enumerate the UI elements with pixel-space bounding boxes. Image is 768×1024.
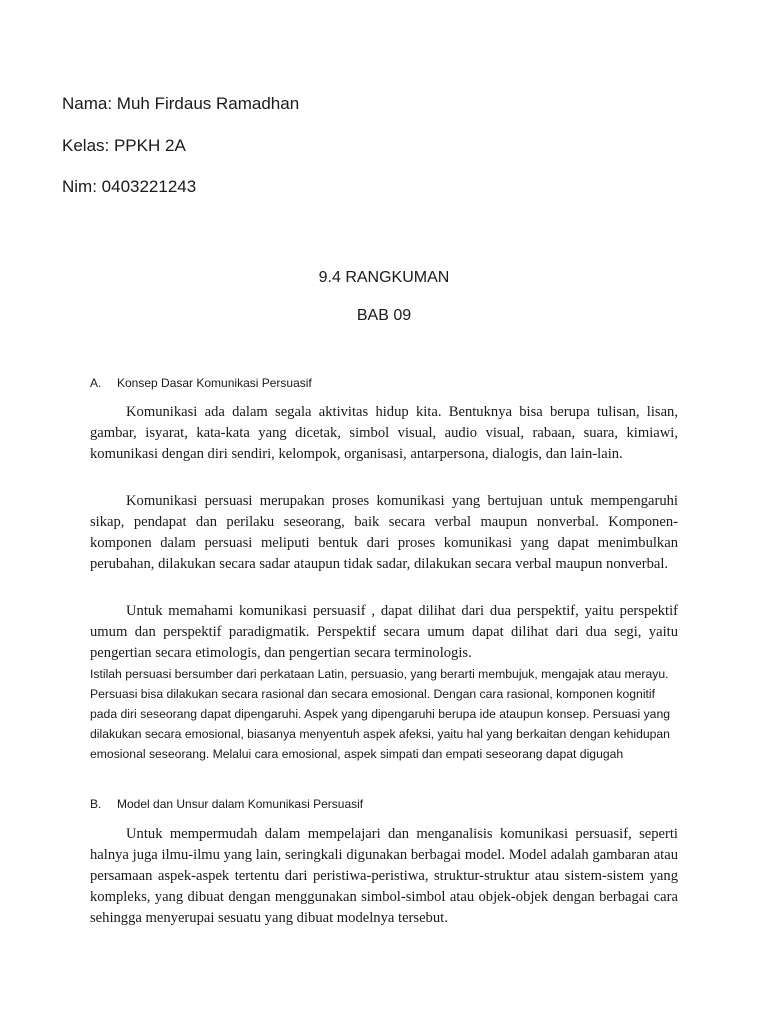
section-a-title: Konsep Dasar Komunikasi Persuasif: [117, 376, 312, 390]
paragraph: Komunikasi persuasi merupakan proses komunikasi yang bertujuan untuk mempengaruhi sikap, pendapat dan perilaku seseorang, baik secara verbal maupun nonverbal. Komponen-komponen dalam persuasi meliputi bentuk dari proses komunikasi yang dapat menimbulkan perubahan, dilakukan secara sadar ataupun tidak sadar, dilakukan secara verbal maupun nonverbal.: [90, 493, 678, 572]
paragraph: Untuk memahami komunikasi persuasif , dapat dilihat dari dua perspektif, yaitu perspektif umum dan perspektif paradigmatik. Perspektif secara umum dapat dilihat dari dua segi, yaitu pengertian secara etimologis, dan pengertian secara terminologis.: [90, 603, 678, 661]
student-class: Kelas: PPKH 2A: [62, 136, 186, 155]
student-name: Nama: Muh Firdaus Ramadhan: [62, 94, 300, 113]
section-b-letter: B.: [90, 797, 102, 811]
section-a-letter: A.: [90, 376, 102, 390]
student-nim: Nim: 0403221243: [62, 177, 197, 196]
document-title: 9.4 RANGKUMAN: [318, 269, 450, 286]
section-b-title: Model dan Unsur dalam Komunikasi Persuasif: [117, 797, 364, 811]
section-b-heading: [90, 797, 363, 811]
paragraph: Untuk mempermudah dalam mempelajari dan menganalisis komunikasi persuasif, seperti halnya juga ilmu-ilmu yang lain, seringkali digunakan berbagai model. Model adalah gambaran atau persamaan aspek-aspek tertentu dari peristiwa-peristiwa, struktur-struktur atau sistem-sistem yang kompleks, yang dibuat dengan menggunakan simbol-simbol atau objek-objek dengan berbagai cara sehingga menyerupai sesuatu yang dibuat modelnya tersebut.: [90, 826, 678, 926]
section-a-heading: [90, 376, 312, 390]
paragraph: Komunikasi ada dalam segala aktivitas hidup kita. Bentuknya bisa berupa tulisan, lisan, gambar, isyarat, kata-kata yang dicetak, simbol visual, audio visual, rabaan, suara, kimiawi, komunikasi dengan diri sendiri, kelompok, organisasi, antarpersona, dialogis, dan lain-lain.: [90, 404, 678, 462]
chapter-title: BAB 09: [356, 307, 412, 324]
paragraph-sans: Istilah persuasi bersumber dari perkataan Latin, persuasio, yang berarti membujuk, mengajak atau merayu. Persuasi bisa dilakukan secara rasional dan secara emosional. Dengan cara rasional, komponen kognitif pada diri seseorang dapat dipengaruhi. Aspek yang dipengaruhi berupa ide ataupun konsep. Persuasi yang dilakukan secara emosional, biasanya menyentuh aspek afeksi, yaitu hal yang berkaitan dengan kehidupan emosional seseorang. Melalui cara emosional, aspek simpati dan empati seseorang dapat digugah: [90, 667, 671, 761]
